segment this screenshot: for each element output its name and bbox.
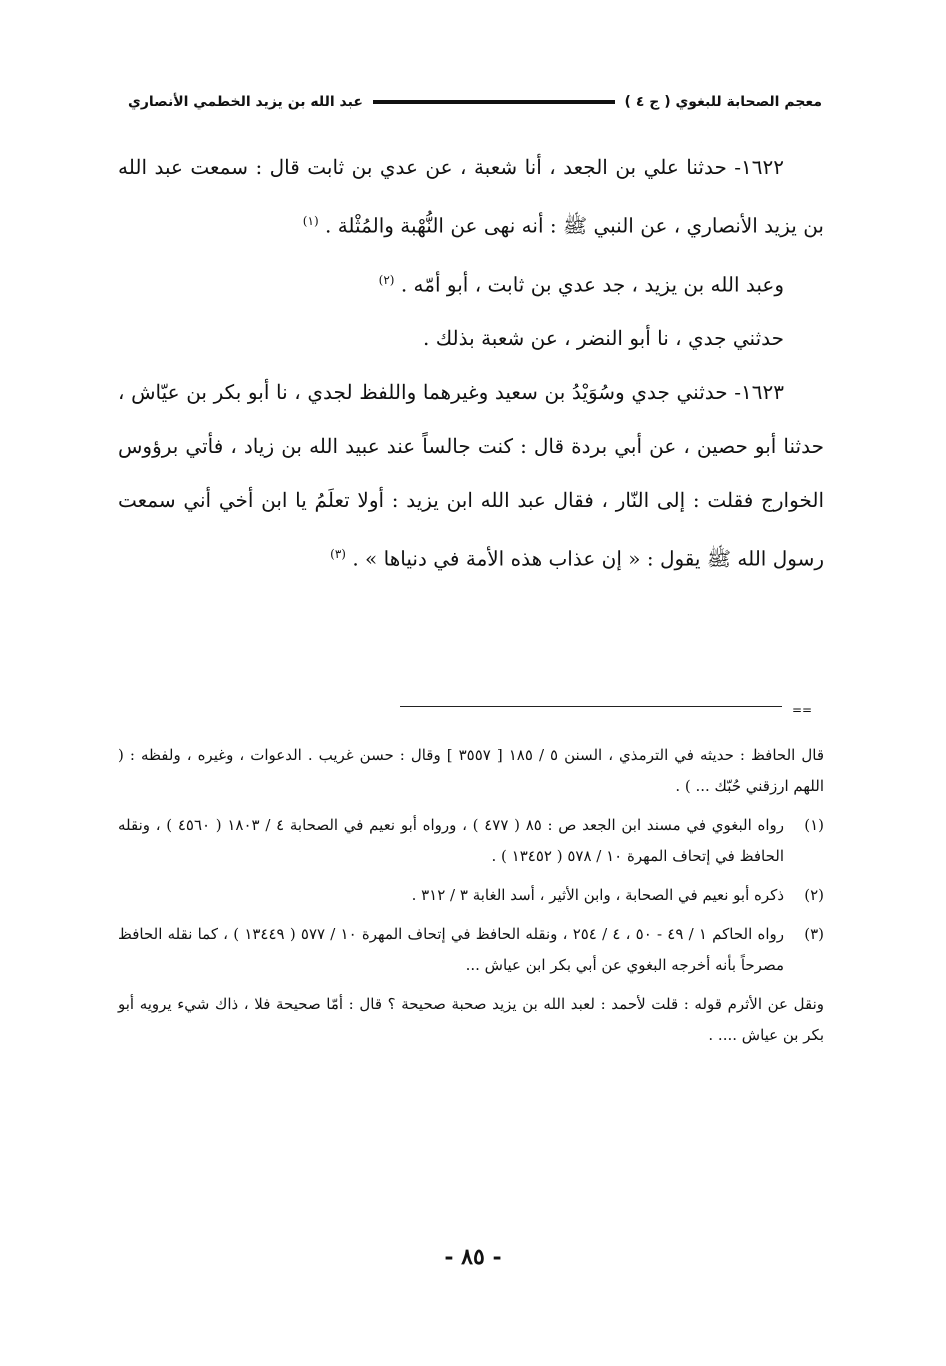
footnote-marker-2: (٢) bbox=[378, 272, 395, 287]
footnote-text: رواه البغوي في مسند ابن الجعد ص : ٨٥ ( ٤٧٧ ) ، ورواه أبو نعيم في الصحابة ٤ / ١٨٠٣ ( ٤٥٦٠ ) ، ونقله الحافظ في إتحاف المهرة ١٠ / ٥٧٨ ( ١٣٤٥٢ ) . bbox=[118, 816, 784, 865]
footnote-number: (٣) bbox=[804, 925, 824, 943]
running-header bbox=[128, 84, 822, 120]
footnote-3 bbox=[118, 919, 824, 981]
footnote-marker-1: (١) bbox=[302, 214, 319, 228]
footnote-number: (١) bbox=[804, 816, 824, 834]
footnote-text: رواه الحاكم ١ / ٤٩ - ٥٠ ، ٤ / ٢٥٤ ، ونقله الحافظ في إتحاف المهرة ١٠ / ٥٧٧ ( ١٣٤٤٩ ) ، كما نقله الحافظ مصرحاً بأنه أخرجه البغوي عن أبي بكر ابن عياش ... bbox=[118, 925, 785, 974]
footnote-continuation: قال الحافظ : حديثه في الترمذي ، السنن ٥ / ١٨٥ [ ٣٥٥٧ ] وقال : حسن غريب . الدعوات ، وغيره ، ولفظه : ( اللهم ارزقني حُبّك ... ) . bbox=[118, 746, 825, 795]
header-book-title: معجم الصحابة للبغوي ( ج ٤ ) bbox=[624, 94, 822, 110]
footnote-1 bbox=[118, 810, 824, 872]
footnote-separator-rule bbox=[400, 706, 782, 707]
hadith-1622: ١٦٢٢- حدثنا علي بن الجعد ، أنا شعبة ، عن عدي بن ثابت قال : سمعت عبد الله بن يزيد الأنصاري ، عن النبي ﷺ : أنه نهى عن النُّهْبة والمُثْلة . $^{(١)}$ bbox=[118, 155, 824, 238]
hadith-1623: ١٦٢٣- حدثني جدي وسُوَيْدُ بن سعيد وغيرهما واللفظ لجدي ، نا أبو بكر بن عيّاش ، حدثنا أبو حصين ، عن أبي بردة قال : كنت جالساً عند عبيد الله بن زياد ، فأتي برؤوس الخوارج فقلت : إلى النّار ، فقال عبد الله ابن يزيد : أولا تعلَمُ يا ابن أخي أني سمعت رسول الله ﷺ يقول : « إن عذاب هذه الأمة في دنياها » . $^{(٣)}$ bbox=[118, 380, 824, 571]
page-number: - ٨٥ - bbox=[444, 1244, 502, 1270]
chain-note: حدثني جدي ، نا أبو النضر ، عن شعبة بذلك . bbox=[422, 326, 784, 351]
footnotes bbox=[118, 740, 824, 1059]
header-rule bbox=[373, 100, 615, 104]
header-entry-title: عبد الله بن يزيد الخطمي الأنصاري bbox=[128, 94, 363, 110]
main-text bbox=[118, 140, 824, 586]
footnote-athram-note: ونقل عن الأثرم قوله : قلت لأحمد : لعبد الله بن يزيد صحبة صحيحة ؟ قال : أمّا صحيحة فلا ، ذاك شيء يرويه أبو بكر بن عياش .... . bbox=[118, 995, 824, 1044]
footnote-2 bbox=[118, 880, 824, 911]
footnote-separator-mark: == bbox=[792, 703, 813, 717]
footnote-text: ذكره أبو نعيم في الصحابة ، وابن الأثير ، أسد الغابة ٣ / ٣١٢ . bbox=[411, 886, 784, 904]
footnote-marker-3: (٣) bbox=[330, 547, 346, 562]
narrator-note: وعبد الله بن يزيد ، جد عدي بن ثابت ، أبو أمّه . $^{(٢)}$ bbox=[378, 272, 784, 297]
footnote-number: (٢) bbox=[804, 886, 824, 904]
